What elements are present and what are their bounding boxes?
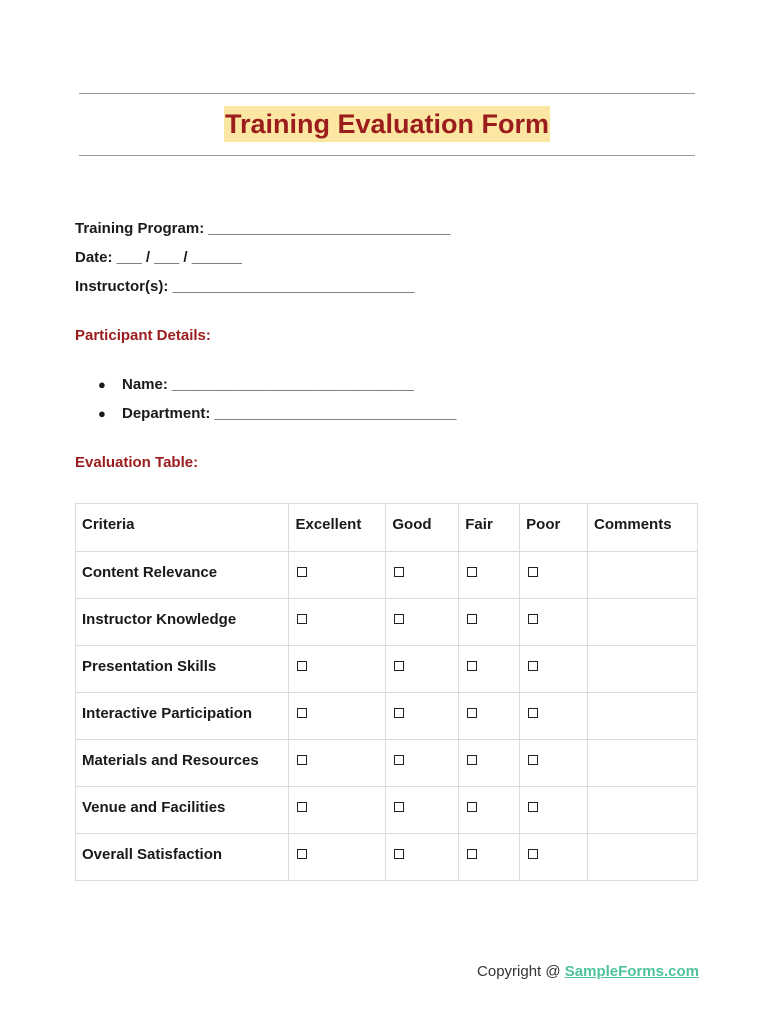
poor-checkbox[interactable]	[528, 849, 538, 859]
poor-cell	[520, 552, 588, 599]
excellent-checkbox[interactable]	[297, 802, 307, 812]
fair-checkbox[interactable]	[467, 802, 477, 812]
excellent-checkbox[interactable]	[297, 567, 307, 577]
excellent-checkbox[interactable]	[297, 614, 307, 624]
table-row	[76, 646, 698, 693]
excellent-cell	[289, 834, 386, 881]
good-cell	[386, 552, 459, 599]
poor-checkbox[interactable]	[528, 661, 538, 671]
excellent-checkbox[interactable]	[297, 849, 307, 859]
table-row	[76, 740, 698, 787]
excellent-cell	[289, 552, 386, 599]
excellent-checkbox[interactable]	[297, 708, 307, 718]
excellent-checkbox[interactable]	[297, 755, 307, 765]
criteria-cell: Presentation Skills	[76, 646, 289, 693]
good-checkbox[interactable]	[394, 802, 404, 812]
participant-name-text: Name: _____________________________	[122, 376, 414, 393]
good-checkbox[interactable]	[394, 661, 404, 671]
fair-checkbox[interactable]	[467, 661, 477, 671]
poor-cell	[520, 693, 588, 740]
good-checkbox[interactable]	[394, 614, 404, 624]
table-row	[76, 599, 698, 646]
good-checkbox[interactable]	[394, 708, 404, 718]
good-checkbox[interactable]	[394, 849, 404, 859]
column-header-excellent: Excellent	[289, 504, 386, 552]
comments-cell[interactable]	[588, 787, 698, 834]
excellent-cell	[289, 693, 386, 740]
copyright-footer	[477, 963, 699, 980]
excellent-cell	[289, 787, 386, 834]
fair-checkbox[interactable]	[467, 614, 477, 624]
fair-checkbox[interactable]	[467, 567, 477, 577]
good-cell	[386, 693, 459, 740]
fair-checkbox[interactable]	[467, 849, 477, 859]
good-cell	[386, 646, 459, 693]
fair-checkbox[interactable]	[467, 755, 477, 765]
criteria-cell: Venue and Facilities	[76, 787, 289, 834]
poor-cell	[520, 646, 588, 693]
bottom-divider	[79, 155, 695, 156]
excellent-cell	[289, 740, 386, 787]
form-title: Training Evaluation Form	[224, 106, 550, 142]
participant-department-item[interactable]	[98, 404, 456, 424]
comments-cell[interactable]	[588, 599, 698, 646]
fair-cell	[459, 646, 520, 693]
bullet-icon: ●	[98, 377, 106, 392]
table-row	[76, 834, 698, 881]
criteria-cell: Content Relevance	[76, 552, 289, 599]
column-header-good: Good	[386, 504, 459, 552]
good-cell	[386, 599, 459, 646]
comments-cell[interactable]	[588, 552, 698, 599]
evaluation-table-heading: Evaluation Table:	[75, 454, 199, 471]
fair-cell	[459, 693, 520, 740]
participant-name-item[interactable]	[98, 375, 414, 395]
column-header-comments: Comments	[588, 504, 698, 552]
fair-cell	[459, 740, 520, 787]
criteria-cell: Overall Satisfaction	[76, 834, 289, 881]
comments-cell[interactable]	[588, 834, 698, 881]
participant-details-heading: Participant Details:	[75, 327, 211, 344]
excellent-cell	[289, 599, 386, 646]
table-row	[76, 552, 698, 599]
good-cell	[386, 787, 459, 834]
table-row	[76, 787, 698, 834]
fair-cell	[459, 552, 520, 599]
fair-cell	[459, 599, 520, 646]
copyright-prefix: Copyright @	[477, 963, 565, 980]
good-checkbox[interactable]	[394, 755, 404, 765]
title-container	[0, 106, 762, 142]
poor-checkbox[interactable]	[528, 567, 538, 577]
bullet-icon: ●	[98, 406, 106, 421]
brand-link[interactable]: SampleForms.com	[564, 963, 699, 980]
date-field[interactable]: Date: ___ / ___ / ______	[75, 249, 242, 266]
good-cell	[386, 834, 459, 881]
column-header-poor: Poor	[520, 504, 588, 552]
table-header-row	[76, 504, 698, 552]
poor-checkbox[interactable]	[528, 614, 538, 624]
comments-cell[interactable]	[588, 740, 698, 787]
poor-checkbox[interactable]	[528, 755, 538, 765]
poor-checkbox[interactable]	[528, 708, 538, 718]
fair-cell	[459, 787, 520, 834]
participant-department-text: Department: _____________________________	[122, 405, 457, 422]
poor-cell	[520, 599, 588, 646]
fair-cell	[459, 834, 520, 881]
good-cell	[386, 740, 459, 787]
criteria-cell: Interactive Participation	[76, 693, 289, 740]
fair-checkbox[interactable]	[467, 708, 477, 718]
criteria-cell: Materials and Resources	[76, 740, 289, 787]
column-header-fair: Fair	[459, 504, 520, 552]
poor-cell	[520, 834, 588, 881]
comments-cell[interactable]	[588, 693, 698, 740]
excellent-cell	[289, 646, 386, 693]
poor-checkbox[interactable]	[528, 802, 538, 812]
instructors-field[interactable]: Instructor(s): _____________________________	[75, 278, 415, 295]
evaluation-table	[75, 503, 698, 881]
training-program-field[interactable]: Training Program: _____________________________	[75, 220, 451, 237]
top-divider	[79, 93, 695, 94]
column-header-criteria: Criteria	[76, 504, 289, 552]
comments-cell[interactable]	[588, 646, 698, 693]
criteria-cell: Instructor Knowledge	[76, 599, 289, 646]
poor-cell	[520, 740, 588, 787]
poor-cell	[520, 787, 588, 834]
good-checkbox[interactable]	[394, 567, 404, 577]
table-row	[76, 693, 698, 740]
excellent-checkbox[interactable]	[297, 661, 307, 671]
